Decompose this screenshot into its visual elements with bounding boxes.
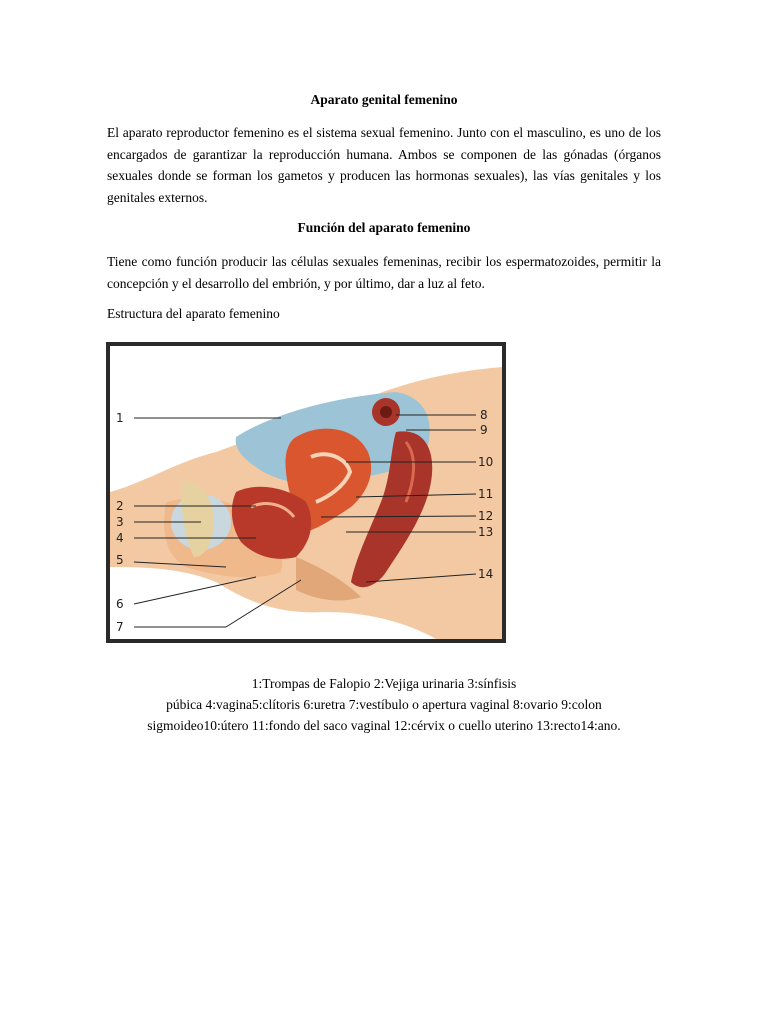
figure-label-13: 13 <box>478 525 494 539</box>
section-subtitle: Función del aparato femenino <box>297 220 471 235</box>
figure-label-11: 11 <box>478 487 494 501</box>
function-paragraph: Tiene como función producir las células sexuales femeninas, recibir los espermatozoides, permitir la concepción y el desarrollo del embrión, y por último, dar a luz al feto. <box>107 254 661 291</box>
figure-label-8: 8 <box>480 408 488 422</box>
figure-label-3: 3 <box>116 515 124 529</box>
figure-label-1: 1 <box>116 411 124 425</box>
figure-label-14: 14 <box>478 567 494 581</box>
figure-label-9: 9 <box>480 423 488 437</box>
figure-label-6: 6 <box>116 597 124 611</box>
anatomy-figure <box>106 342 506 643</box>
figure-label-7: 7 <box>116 620 124 634</box>
document-title: Aparato genital femenino <box>310 92 458 107</box>
figure-label-10: 10 <box>478 455 494 469</box>
figure-label-5: 5 <box>116 553 124 567</box>
figure-label-2: 2 <box>116 499 124 513</box>
figure-label-4: 4 <box>116 531 124 545</box>
caption-line-1: 1:Trompas de Falopio 2:Vejiga urinaria 3:sínfisis <box>251 676 517 691</box>
caption-line-2: púbica 4:vagina5:clítoris 6:uretra 7:vestíbulo o apertura vaginal 8:ovario 9:colon <box>166 697 602 712</box>
caption-line-3: sigmoideo10:útero 11:fondo del saco vaginal 12:cérvix o cuello uterino 13:recto14:ano. <box>147 718 621 733</box>
intro-paragraph: El aparato reproductor femenino es el sistema sexual femenino. Junto con el masculino, es uno de los encargados de garantizar la reproducción humana. Ambos se componen de las gónadas (órganos sexuales donde se forman los gametos y producen las hormonas sexuales), las vías genitales y los genitales externos. <box>107 125 661 205</box>
figure-caption <box>0 673 768 736</box>
figure-label-12: 12 <box>478 509 494 523</box>
structure-heading: Estructura del aparato femenino <box>107 306 280 321</box>
